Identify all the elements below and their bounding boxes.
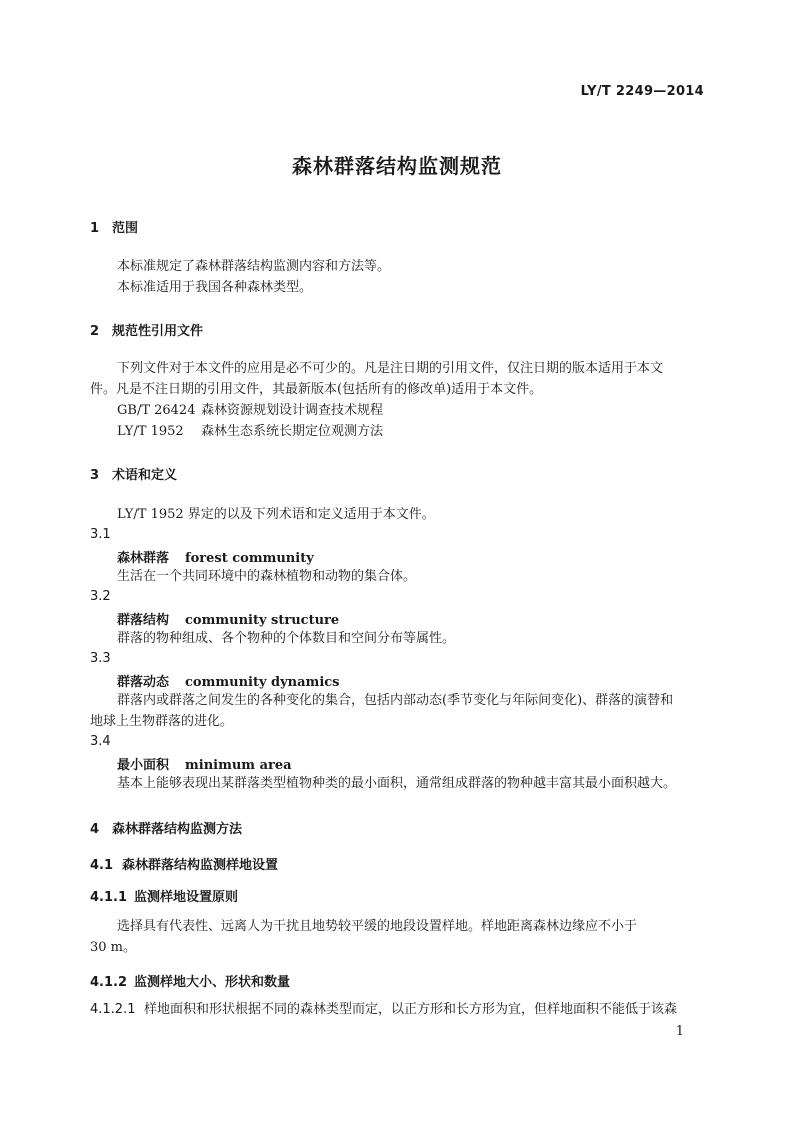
reference-code: GB/T 26424 <box>117 403 196 418</box>
section-number: 4.1.2 <box>90 975 128 990</box>
paragraph: 本标准适用于我国各种森林类型。 <box>117 280 313 295</box>
term-chinese: 群落动态 <box>117 675 170 690</box>
term-chinese: 森林群落 <box>117 551 170 566</box>
section-title: 森林群落结构监测样地设置 <box>122 858 279 873</box>
term-definition-continued: 地球上生物群落的进化。 <box>90 714 234 729</box>
section-number: 3 <box>90 468 100 483</box>
section-number: 4.1 <box>90 858 114 873</box>
section-title: 范围 <box>112 221 139 236</box>
term-english: forest community <box>185 551 314 566</box>
paragraph: 30 m。 <box>90 940 137 955</box>
paragraph: 选择具有代表性、远离人为干扰且地势较平缓的地段设置样地。样地距离森林边缘应不小于 <box>117 919 638 934</box>
term-definition: 群落内或群落之间发生的各种变化的集合，包括内部动态(季节变化与年际间变化)、群落的演替和 <box>117 693 674 708</box>
document-title: 森林群落结构监测规范 <box>292 154 502 178</box>
clause-number: 4.1.2.1 <box>90 1002 136 1017</box>
clause-4-1-2-1 <box>90 1000 677 1020</box>
term-definition: 群落的物种组成、各个物种的个体数目和空间分布等属性。 <box>117 631 456 646</box>
section-number: 4 <box>90 822 100 837</box>
page-number: 1 <box>675 1024 684 1039</box>
section-2-heading <box>90 320 203 339</box>
clause-text: 样地面积和形状根据不同的森林类型而定，以正方形和长方形为宜，但样地面积不能低于该森 <box>144 1002 678 1017</box>
reference-title: 森林资源规划设计调查技术规程 <box>201 403 384 418</box>
term-heading <box>117 671 340 690</box>
standard-number: LY/T 2249—2014 <box>580 84 704 99</box>
paragraph: 本标准规定了森林群落结构监测内容和方法等。 <box>117 259 391 274</box>
term-english: community structure <box>185 613 340 628</box>
term-english: community dynamics <box>185 675 340 690</box>
section-number: 4.1.1 <box>90 890 128 905</box>
paragraph: 件。凡是不注日期的引用文件，其最新版本(包括所有的修改单)适用于本文件。 <box>90 382 543 397</box>
section-title: 监测样地设置原则 <box>134 890 239 905</box>
term-number: 3.4 <box>90 734 111 749</box>
section-title: 监测样地大小、形状和数量 <box>134 975 291 990</box>
section-title: 森林群落结构监测方法 <box>112 822 243 837</box>
paragraph: 下列文件对于本文件的应用是必不可少的。凡是注日期的引用文件，仅注日期的版本适用于本文 <box>117 361 664 376</box>
term-definition: 生活在一个共同环境中的森林植物和动物的集合体。 <box>117 569 417 584</box>
reference-code: LY/T 1952 <box>117 424 184 439</box>
section-number: 1 <box>90 221 100 236</box>
term-chinese: 群落结构 <box>117 613 170 628</box>
section-number: 2 <box>90 324 100 339</box>
subsection-4-1-1-heading <box>90 886 238 905</box>
term-heading <box>117 754 292 773</box>
subsection-4-1-2-heading <box>90 971 290 990</box>
term-heading <box>117 547 314 566</box>
term-number: 3.2 <box>90 589 111 604</box>
section-4-heading <box>90 818 242 837</box>
paragraph: LY/T 1952 界定的以及下列术语和定义适用于本文件。 <box>117 507 435 522</box>
section-3-heading <box>90 464 177 483</box>
term-english: minimum area <box>185 758 292 773</box>
term-heading <box>117 609 339 628</box>
section-title: 术语和定义 <box>112 468 178 483</box>
reference-item <box>117 401 383 421</box>
term-number: 3.3 <box>90 651 111 666</box>
term-number: 3.1 <box>90 527 111 542</box>
subsection-4-1-heading <box>90 854 278 873</box>
section-title: 规范性引用文件 <box>112 324 204 339</box>
reference-item <box>117 422 383 442</box>
section-1-heading <box>90 217 138 236</box>
term-definition: 基本上能够表现出某群落类型植物种类的最小面积，通常组成群落的物种越丰富其最小面积越大。 <box>117 776 677 791</box>
term-chinese: 最小面积 <box>117 758 170 773</box>
reference-title: 森林生态系统长期定位观测方法 <box>201 424 384 439</box>
